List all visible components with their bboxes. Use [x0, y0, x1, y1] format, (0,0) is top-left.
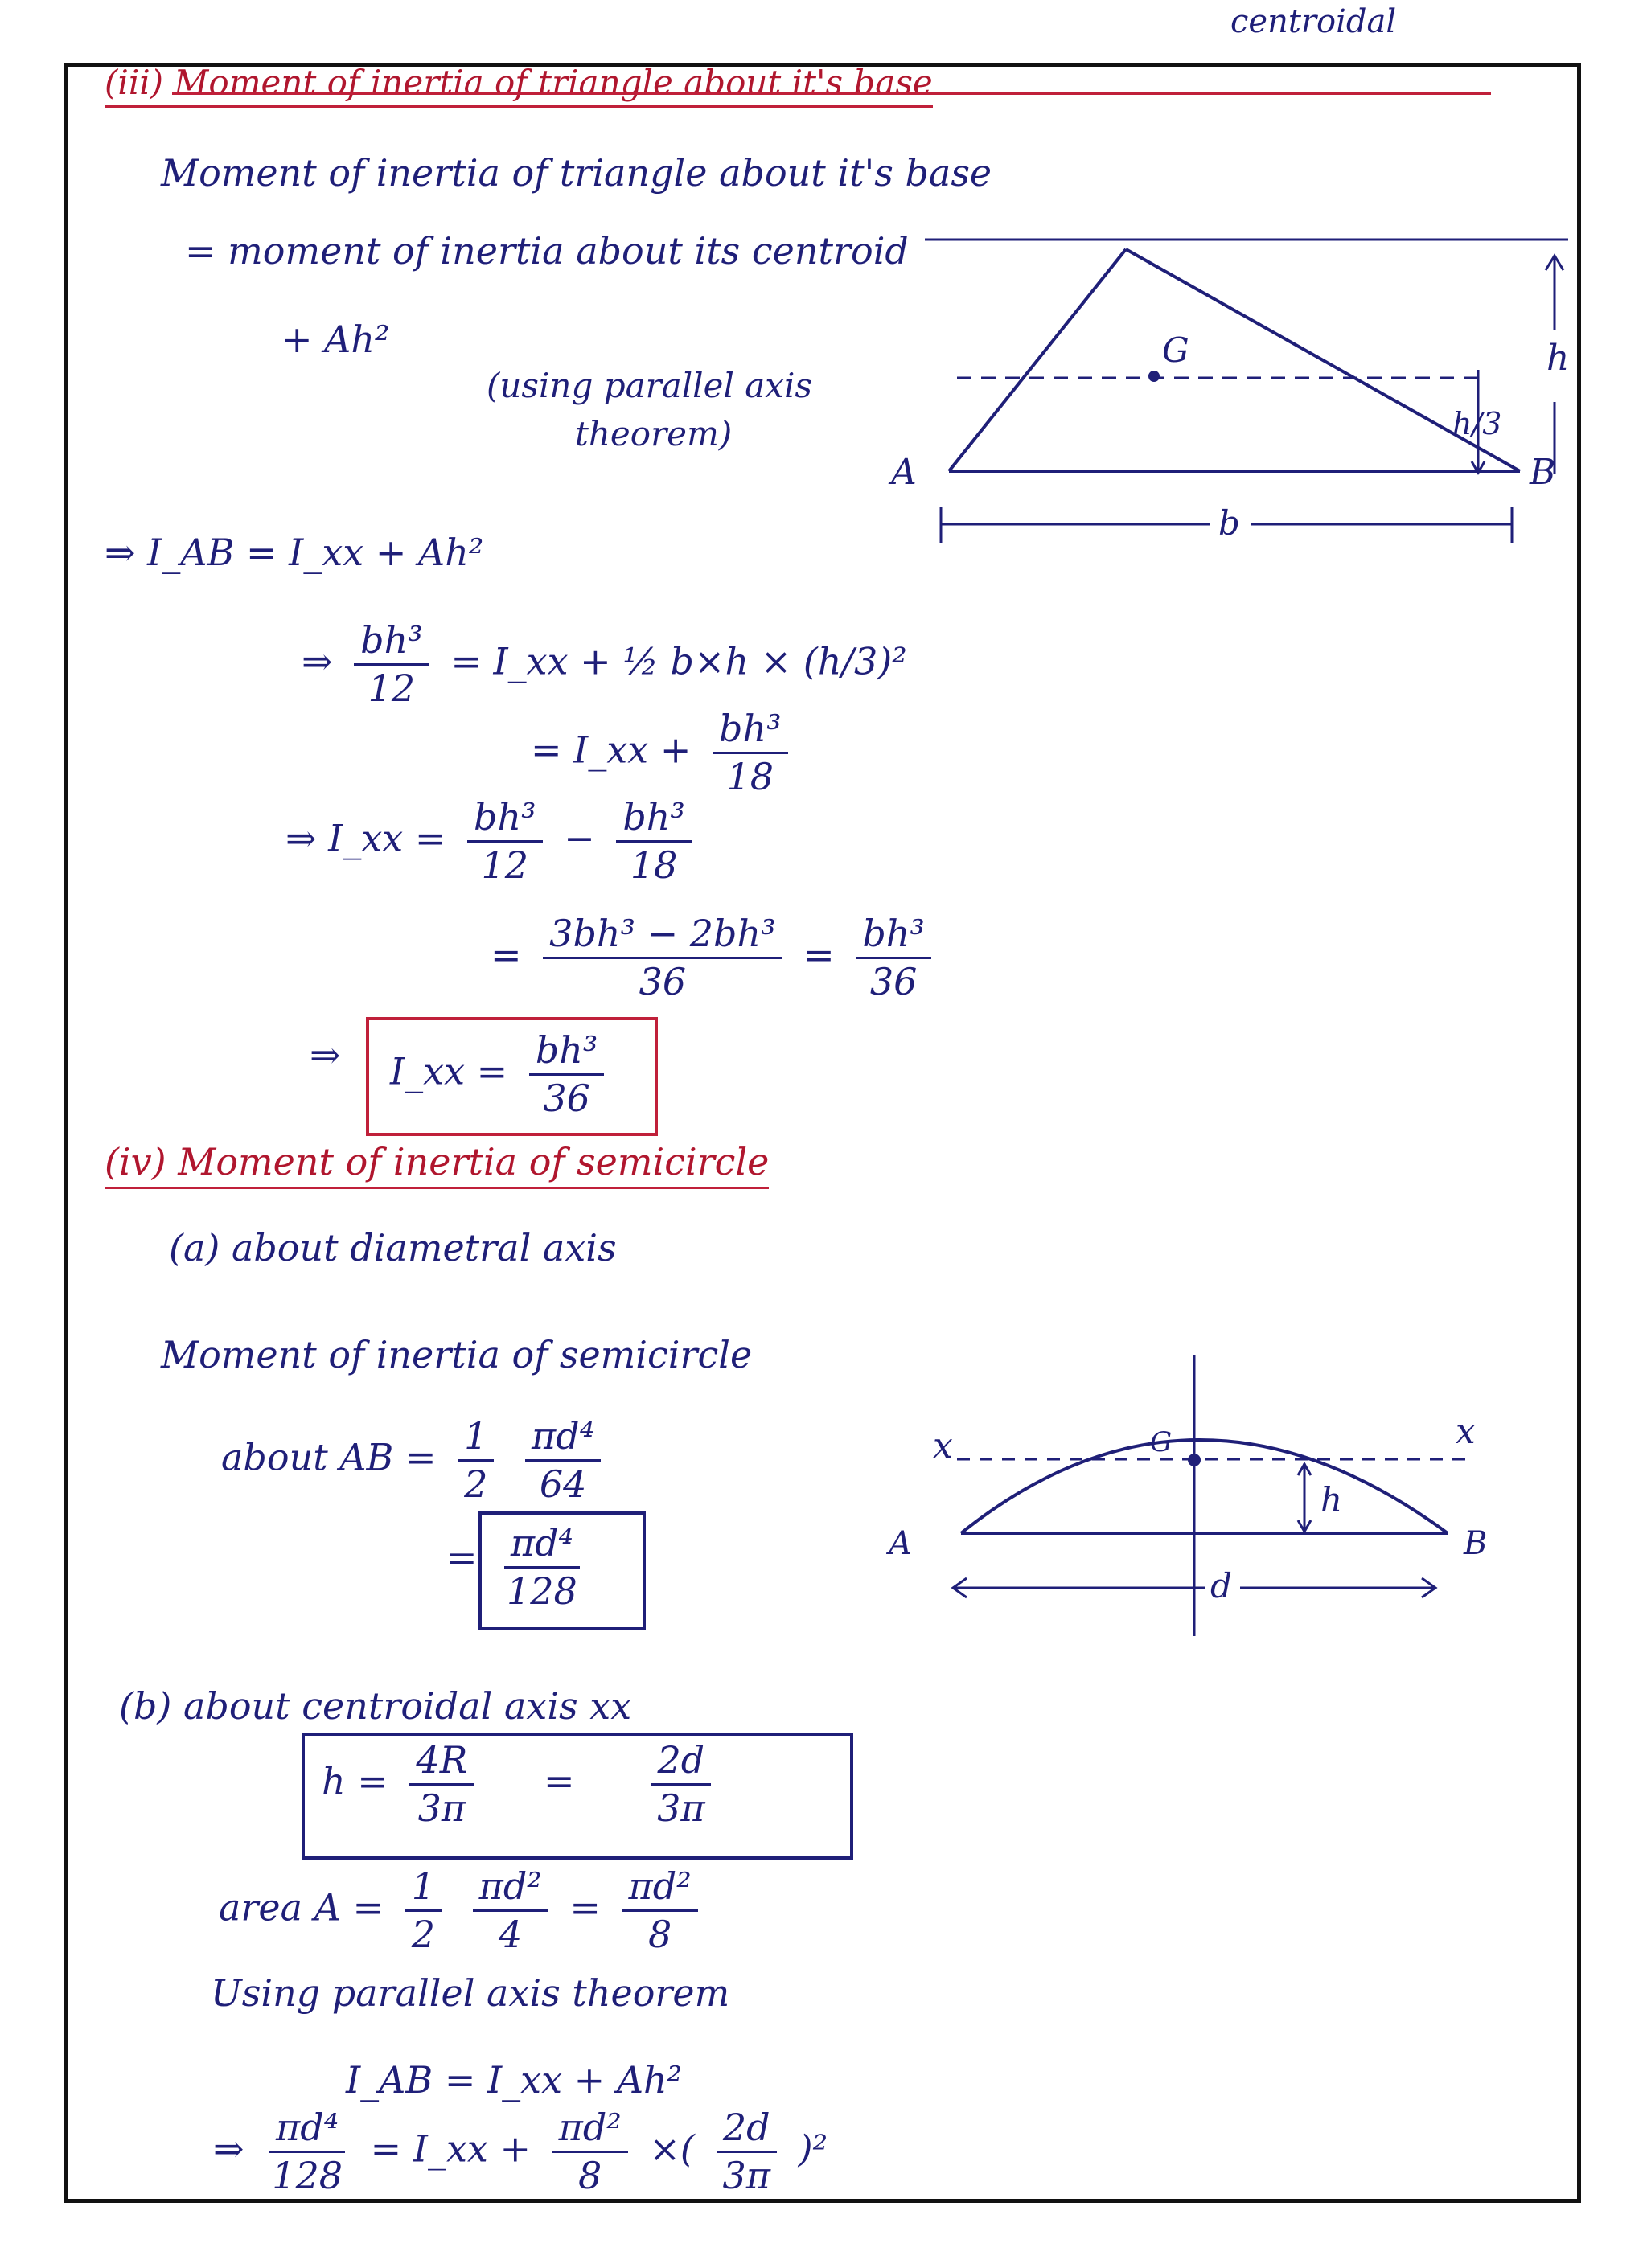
- label-G: G: [1162, 330, 1189, 370]
- label-B: B: [1464, 1525, 1488, 1562]
- note-parallel-2: theorem): [575, 414, 733, 453]
- sub-b-heading: (b) about centroidal axis xx: [119, 1684, 632, 1728]
- eq-iab-semicircle: I_AB = I_xx + Ah²: [346, 2058, 683, 2102]
- label-B: B: [1530, 452, 1556, 493]
- line-moi-centroid: = moment of inertia about its centroid: [185, 229, 909, 273]
- eq-substituted: = I_xx + $\frac{\text{bh³}}{18}$: [531, 707, 798, 798]
- eq-iab: ⇒ I_AB = I_xx + Ah²: [105, 531, 484, 574]
- label-h3: h/3: [1452, 406, 1502, 441]
- label-d: d: [1210, 1566, 1232, 1606]
- eq-bh3-12: ⇒ $\frac{\text{bh³}}{12}$ = I_xx + ½ b×h × (h/3)²: [302, 618, 907, 710]
- line-moi-base: Moment of inertia of triangle about it's base: [161, 151, 992, 195]
- label-G: G: [1150, 1426, 1173, 1458]
- top-note: centroidal: [1230, 3, 1397, 40]
- label-A: A: [889, 1525, 912, 1562]
- h-formula: h = $\frac{4R}{3\pi}$ = $\frac{2d}{3\pi}$: [322, 1739, 721, 1830]
- label-h: h: [1320, 1480, 1343, 1520]
- section-iv-heading: (iv) Moment of inertia of semicircle: [105, 1140, 769, 1183]
- eq-ixx-diff: ⇒ I_xx = $\frac{\text{bh³}}{12}$ − $\frac{\text{bh³}}{18}$: [285, 796, 701, 887]
- label-x-right: x: [1456, 1411, 1476, 1452]
- sub-a-heading: (a) about diametral axis: [169, 1226, 617, 1269]
- semicircle-figure: [889, 1355, 1568, 1644]
- result-ixx: I_xx = $\frac{\text{bh³}}{36}$: [390, 1029, 614, 1120]
- eq-about-ab: about AB = $\frac{1}{2}$ $\frac{\text{πd⁴}}{64}$: [221, 1415, 610, 1506]
- triangle-left-side: [949, 249, 1126, 471]
- result-arrow: ⇒: [310, 1033, 341, 1077]
- label-h: h: [1546, 338, 1570, 379]
- eq-simplify: = $\frac{\text{3bh³ − 2bh³}}{36}$ = $\frac{\text{bh³}}{36}$: [491, 913, 941, 1003]
- area-formula: area A = $\frac{1}{2}$ $\frac{\text{πd²}}{4}$ = $\frac{\text{πd²}}{8}$: [219, 1865, 708, 1956]
- semicircle-arc: [961, 1440, 1448, 1533]
- label-x-left: x: [933, 1425, 953, 1466]
- eq-last-line: ⇒ $\frac{\text{πd⁴}}{128}$ = I_xx + $\frac{\text{πd²}}{8}$ ×( $\frac{2d}{3\pi}$ )²: [213, 2106, 828, 2197]
- triangle-figure: [891, 233, 1584, 555]
- semicircle-result: $\frac{\text{πd⁴}}{128}$: [491, 1522, 593, 1613]
- label-A: A: [891, 452, 917, 493]
- section-iii-heading: (iii) Moment of inertia of triangle about it's base: [105, 63, 933, 102]
- line-moi-semicircle: Moment of inertia of semicircle: [161, 1333, 753, 1376]
- label-b: b: [1218, 503, 1240, 543]
- semicircle-centroid: [1188, 1454, 1201, 1466]
- note-parallel-1: (using parallel axis: [487, 366, 812, 405]
- line-parallel-axis: Using parallel axis theorem: [211, 1971, 730, 2015]
- line-plus-ah2: + Ah²: [281, 318, 390, 361]
- eq-equals: =: [446, 1536, 478, 1579]
- heading-underline: [172, 92, 1491, 95]
- centroid-point: [1148, 371, 1160, 382]
